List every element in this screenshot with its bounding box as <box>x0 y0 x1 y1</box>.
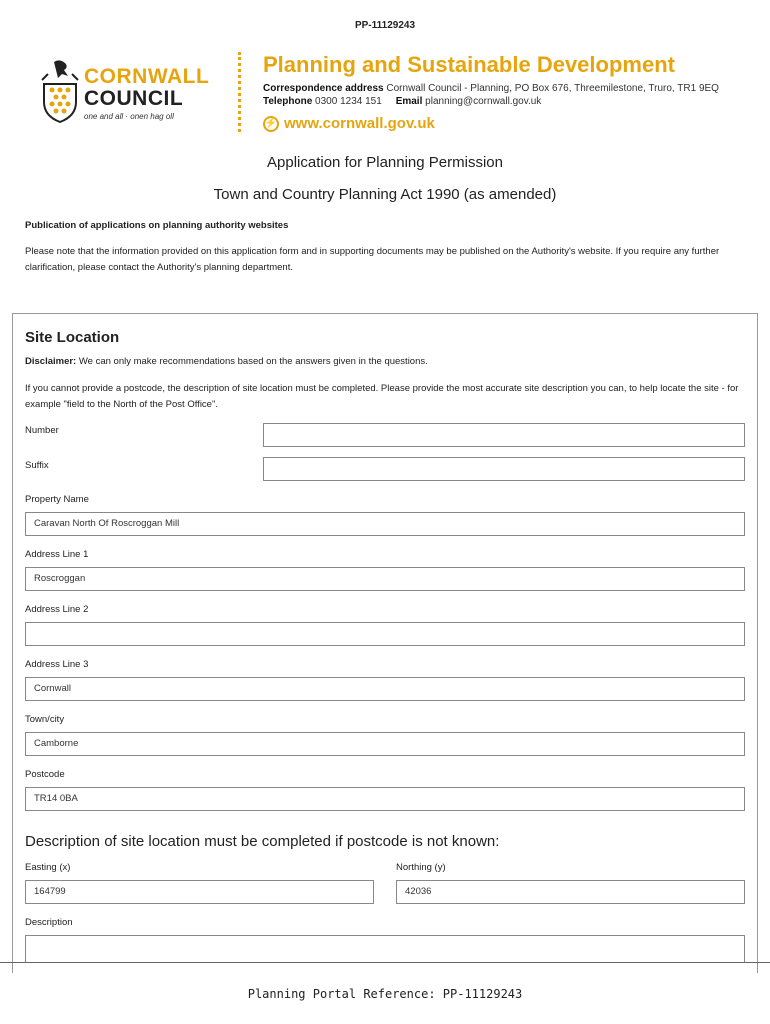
disclaimer-text: We can only make recommendations based on the answers given in the questions. <box>76 356 428 367</box>
correspondence-value: Cornwall Council - Planning, PO Box 676, Threemilestone, Truro, TR1 9EQ <box>386 83 719 94</box>
number-label: Number <box>25 425 59 436</box>
address-line-3-field[interactable]: Cornwall <box>25 677 745 701</box>
logo-motto: one and all · onen hag oll <box>84 112 174 121</box>
correspondence-label: Correspondence address <box>263 83 384 94</box>
act-title: Town and Country Planning Act 1990 (as amended) <box>213 186 557 203</box>
description-field[interactable] <box>25 935 745 963</box>
reference-number-top: PP-11129243 <box>354 20 416 31</box>
description-label: Description <box>25 917 73 928</box>
disclaimer <box>25 356 428 367</box>
correspondence-address <box>263 83 719 94</box>
globe-icon: ⚡ <box>263 116 279 132</box>
publication-text: Please note that the information provided on this application form and in supporting documents may be published on the Authority's website. If you require any further clarification, please contact the Authority's planning department. <box>25 246 720 273</box>
logo-line1: CORNWALL <box>84 65 210 88</box>
disclaimer-label: Disclaimer: <box>25 356 77 367</box>
town-label: Town/city <box>25 714 65 725</box>
logo-line2: COUNCIL <box>84 87 184 110</box>
telephone-value: 0300 1234 151 <box>315 96 382 107</box>
address-line-1-label: Address Line 1 <box>25 549 89 560</box>
header-title: Planning and Sustainable Development <box>263 52 675 77</box>
suffix-label: Suffix <box>25 460 49 471</box>
coat-of-arms-icon <box>40 58 80 126</box>
address-line-3-label: Address Line 3 <box>25 659 89 670</box>
property-name-label: Property Name <box>25 494 89 505</box>
email-label: Email <box>395 96 423 107</box>
address-line-2-field[interactable] <box>25 622 745 646</box>
town-field[interactable]: Camborne <box>25 732 745 756</box>
suffix-field[interactable] <box>263 457 745 481</box>
property-name-field[interactable]: Caravan North Of Roscroggan Mill <box>25 512 745 536</box>
postcode-label: Postcode <box>25 769 65 780</box>
easting-field[interactable]: 164799 <box>25 880 374 904</box>
telephone-label: Telephone <box>263 96 313 107</box>
publication-heading: Publication of applications on planning authority websites <box>25 220 289 231</box>
address-line-2-label: Address Line 2 <box>25 604 89 615</box>
postcode-field[interactable]: TR14 0BA <box>25 787 745 811</box>
website-link[interactable] <box>263 115 435 132</box>
easting-label: Easting (x) <box>25 862 71 873</box>
site-location-title: Site Location <box>25 329 120 346</box>
number-field[interactable] <box>263 423 745 447</box>
address-line-1-field[interactable]: Roscroggan <box>25 567 745 591</box>
contact-line <box>263 96 541 107</box>
postcode-note: If you cannot provide a postcode, the description of site location must be completed. Please provide the most accurate site description you can, to help locate the site - for example "field to the North of the Post Office". <box>25 383 739 410</box>
email-value[interactable]: planning@cornwall.gov.uk <box>425 96 542 107</box>
northing-field[interactable]: 42036 <box>396 880 745 904</box>
cornwall-council-logo <box>40 58 220 128</box>
footer-divider <box>0 962 770 963</box>
website-text[interactable]: www.cornwall.gov.uk <box>284 115 435 132</box>
header-divider <box>238 52 244 132</box>
application-title: Application for Planning Permission <box>267 154 503 171</box>
northing-label: Northing (y) <box>396 862 446 873</box>
description-heading: Description of site location must be completed if postcode is not known: <box>25 833 500 850</box>
footer-reference: Planning Portal Reference: PP-11129243 <box>247 987 523 1001</box>
